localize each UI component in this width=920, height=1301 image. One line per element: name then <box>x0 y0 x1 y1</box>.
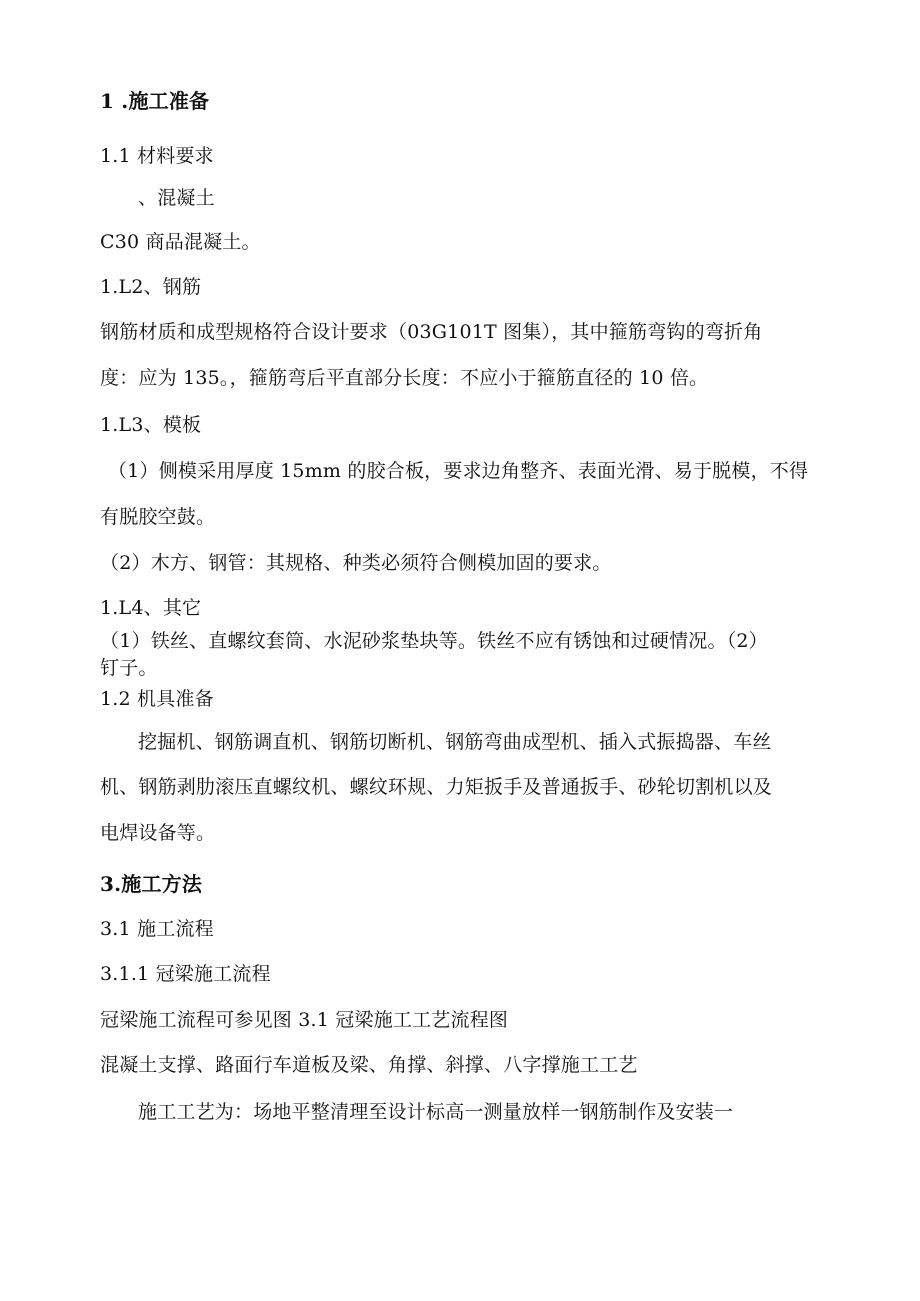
paragraph-line: 钢筋材质和成型规格符合设计要求（03G101T 图集），其中箍筋弯钩的弯折角 <box>100 321 763 343</box>
subsection-heading: 1.1 材料要求 <box>100 145 214 167</box>
paragraph-line: 挖掘机、钢筋调直机、钢筋切断机、钢筋弯曲成型机、插入式振捣器、车丝 <box>138 731 772 753</box>
paragraph-line: 电焊设备等。 <box>100 822 216 844</box>
subsection-heading: 3.1.1 冠梁施工流程 <box>100 963 271 985</box>
paragraph-line: 机、钢筋剥肋滚压直螺纹机、螺纹环规、力矩扳手及普通扳手、砂轮切割机以及 <box>100 776 773 798</box>
paragraph-line: C30 商品混凝土。 <box>100 231 261 253</box>
subsection-heading: 3.1 施工流程 <box>100 918 214 940</box>
item-heading: 1.L3、模板 <box>100 414 202 436</box>
paragraph-line: 有脱胶空鼓。 <box>100 506 216 528</box>
paragraph-line: （1）铁丝、直螺纹套筒、水泥砂浆垫块等。铁丝不应有锈蚀和过硬情况。（2） <box>100 630 768 652</box>
paragraph-line: 混凝土支撑、路面行车道板及梁、角撑、斜撑、八字撑施工工艺 <box>100 1054 638 1076</box>
paragraph-line: （1）侧模采用厚度 15mm 的胶合板，要求边角整齐、表面光滑、易于脱模，不得 <box>108 460 809 482</box>
item-heading: 、混凝土 <box>138 187 215 209</box>
paragraph-line: 度：应为 135。，箍筋弯后平直部分长度：不应小于箍筋直径的 10 倍。 <box>100 367 709 389</box>
paragraph-line: 钉子。 <box>100 657 158 679</box>
item-heading: 1.L2、钢筋 <box>100 276 202 298</box>
section-heading: 3.施工方法 <box>100 872 203 896</box>
section-heading: 1 .施工准备 <box>100 89 210 113</box>
paragraph-line: （2）木方、钢管：其规格、种类必须符合侧模加固的要求。 <box>100 552 612 574</box>
paragraph-line: 冠梁施工流程可参见图 3.1 冠梁施工工艺流程图 <box>100 1009 509 1031</box>
item-heading: 1.L4、其它 <box>100 597 202 619</box>
subsection-heading: 1.2 机具准备 <box>100 688 214 710</box>
paragraph-line: 施工工艺为：场地平整清理至设计标高一测量放样一钢筋制作及安装一 <box>138 1101 734 1123</box>
